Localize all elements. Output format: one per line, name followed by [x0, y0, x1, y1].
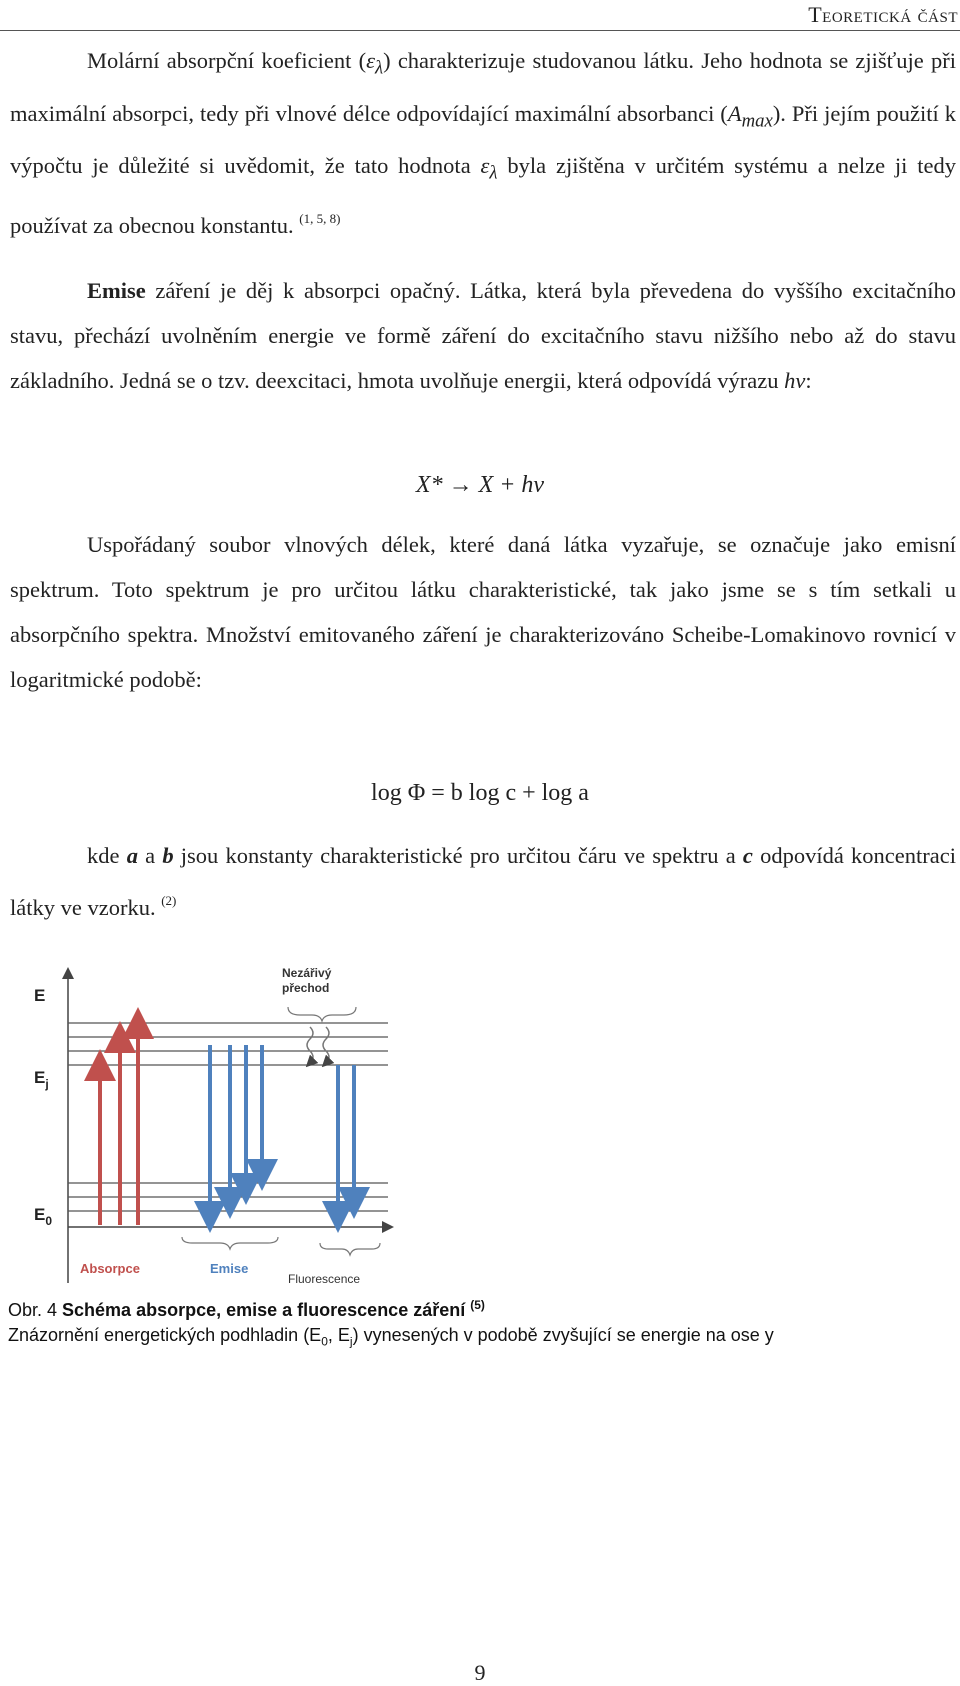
- paragraph-emission-spectrum: Uspořádaný soubor vlnových délek, které daná látka vyzařuje, se označuje jako emisní spektrum. Toto spektrum je pro určitou látku charakteristické, tak jako jsme se s tím setkali u absorpčního spektra. Množství emitovaného záření je charakterizováno Scheibe-Lomakinovo rovnicí v logaritmické podobě:: [10, 532, 956, 692]
- nonradiative-arrows: [307, 1027, 329, 1063]
- energy-level-diagram: [20, 965, 400, 1290]
- page-header: [0, 0, 960, 31]
- figure-caption-title: Obr. 4 Schéma absorpce, emise a fluorescence záření $^{(5)}$: [8, 1298, 485, 1320]
- reference: (2): [161, 893, 177, 908]
- paragraph-molar-absorption: Molární absorpční koeficient $(\varepsilon_\lambda)$ charakterizuje studovanou látku. Jeho hodnota se zjišťuje při maximální absorpci, tedy při vlnové délce odpovídající maximální absorbanci $(A_{max})$. Při jejím použití k výpočtu je důležité si uvědomit, že tato hodnota $\varepsilon_\lambda$ byla zjištěna v určitém systému a nelze ji tedy používat za obecnou konstantu. $^{(1, 5, 8)}$: [10, 48, 957, 238]
- label-emise: Emise: [210, 1261, 249, 1276]
- page-number: 9: [474, 1660, 486, 1685]
- label-fluorescence: Fluorescence: [288, 1272, 361, 1286]
- figure-caption-description: Znázornění energetických podhladin ($E_0$, $E_j$) vynesených v podobě zvyšující se energie na ose y: [8, 1325, 774, 1349]
- nonrad-label-1: Nezářivý: [282, 966, 332, 980]
- equation-scheibe-lomakin: log Φ = b log c + log a: [371, 780, 589, 806]
- nonrad-label-2: přechod: [282, 981, 330, 995]
- absorption-arrows: [100, 1023, 138, 1225]
- fluorescence-brace: [320, 1243, 380, 1255]
- label-E0: $E_0$: [34, 1205, 53, 1228]
- paragraph-constants: kde a a b jsou konstanty charakteristické pro určitou čáru ve spektru a c odpovídá koncentraci látky ve vzorku. $^{(2)}$: [10, 843, 956, 920]
- emission-arrows: [210, 1045, 262, 1217]
- header-title: Teoretická část: [808, 2, 958, 27]
- term-emise: Emise: [87, 278, 146, 303]
- reference: (1, 5, 8): [299, 210, 341, 226]
- fluorescence-arrows: [338, 1065, 354, 1217]
- label-absorpce: Absorpce: [80, 1261, 140, 1276]
- label-Ej: $E_j$: [34, 1068, 49, 1091]
- label-E: E: [34, 986, 46, 1005]
- nonradiative-brace: [288, 1007, 356, 1021]
- emission-brace: [182, 1237, 278, 1249]
- paragraph-emission: Emise záření je děj k absorpci opačný. Látka, která byla převedena do vyššího excitačního stavu, přechází uvolněním energie ve formě záření do excitačního stavu nižšího nebo až do stavu základního. Jedná se o tzv. deexcitaci, hmota uvolňuje energii, která odpovídá výrazu hν:: [10, 278, 956, 393]
- equation-deexcitation: X* → X + hν: [415, 472, 545, 498]
